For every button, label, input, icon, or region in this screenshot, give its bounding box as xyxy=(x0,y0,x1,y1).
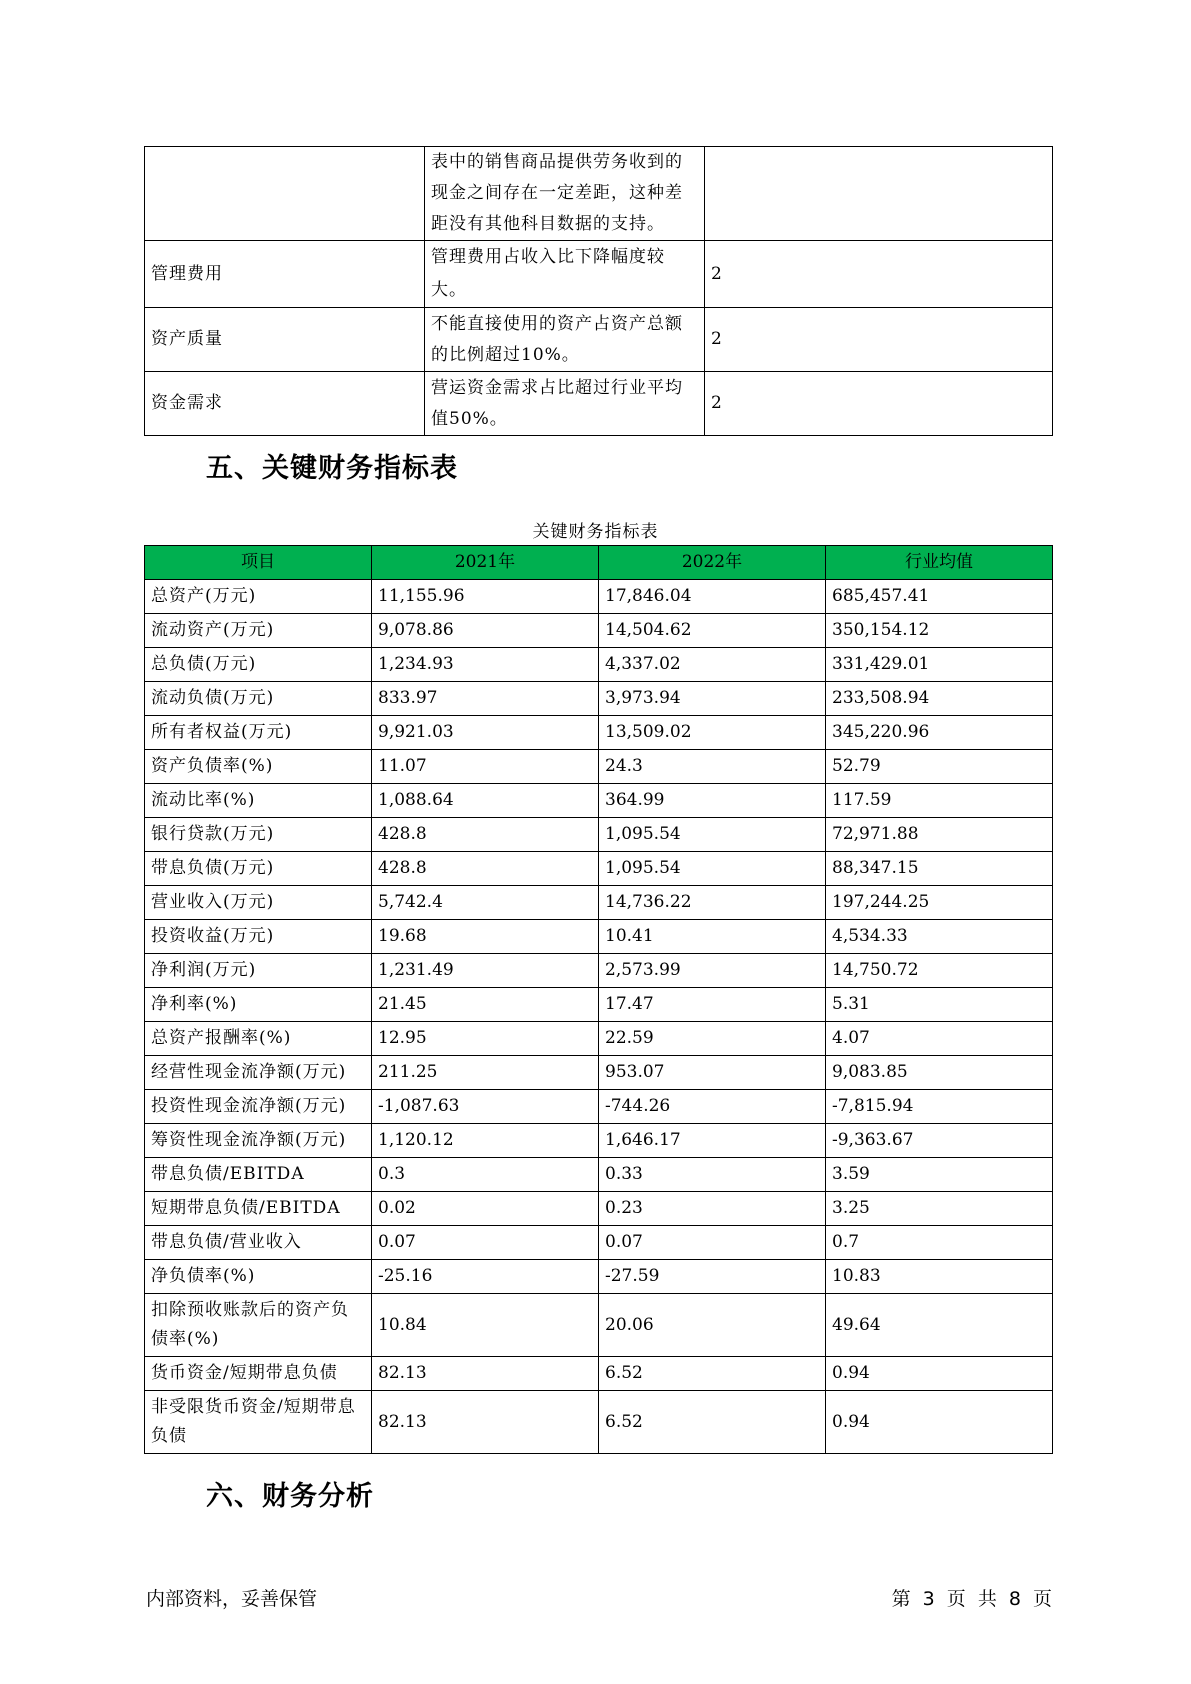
table-row xyxy=(145,1124,1053,1158)
metric-value: 14,736.22 xyxy=(599,886,826,920)
table-row xyxy=(145,614,1053,648)
metric-value: 953.07 xyxy=(599,1056,826,1090)
metric-label: 净负债率(%) xyxy=(145,1260,372,1294)
metric-value: 1,088.64 xyxy=(372,784,599,818)
kpi-table xyxy=(144,545,1053,1454)
metric-value: 52.79 xyxy=(826,750,1053,784)
row-desc: 表中的销售商品提供劳务收到的现金之间存在一定差距，这种差距没有其他科目数据的支持。 xyxy=(425,147,705,241)
metric-value: 1,120.12 xyxy=(372,1124,599,1158)
metric-value: 685,457.41 xyxy=(826,580,1053,614)
metric-label: 带息负债(万元) xyxy=(145,852,372,886)
table-row xyxy=(145,580,1053,614)
row-label: 资产质量 xyxy=(145,308,425,372)
metric-value: 345,220.96 xyxy=(826,716,1053,750)
table-row xyxy=(145,920,1053,954)
metric-value: 9,921.03 xyxy=(372,716,599,750)
table-row xyxy=(145,1391,1053,1454)
metric-value: 11.07 xyxy=(372,750,599,784)
table-row xyxy=(145,1260,1053,1294)
metric-value: 22.59 xyxy=(599,1022,826,1056)
row-desc: 管理费用占收入比下降幅度较大。 xyxy=(425,241,705,308)
row-score: 2 xyxy=(705,308,1053,372)
metric-value: 2,573.99 xyxy=(599,954,826,988)
metric-value: 350,154.12 xyxy=(826,614,1053,648)
table-row xyxy=(145,241,1053,308)
metric-label: 总负债(万元) xyxy=(145,648,372,682)
table-row xyxy=(145,716,1053,750)
metric-label: 所有者权益(万元) xyxy=(145,716,372,750)
metric-value: 3,973.94 xyxy=(599,682,826,716)
metric-value: 117.59 xyxy=(826,784,1053,818)
metric-label: 投资收益(万元) xyxy=(145,920,372,954)
table-row xyxy=(145,1090,1053,1124)
metric-label: 流动比率(%) xyxy=(145,784,372,818)
metric-value: 72,971.88 xyxy=(826,818,1053,852)
metric-value: -744.26 xyxy=(599,1090,826,1124)
metric-value: 17.47 xyxy=(599,988,826,1022)
metric-value: 1,095.54 xyxy=(599,818,826,852)
metric-value: 331,429.01 xyxy=(826,648,1053,682)
metric-value: 211.25 xyxy=(372,1056,599,1090)
column-header: 2021年 xyxy=(372,546,599,580)
metric-value: 0.07 xyxy=(372,1226,599,1260)
metric-label: 流动资产(万元) xyxy=(145,614,372,648)
metric-value: 233,508.94 xyxy=(826,682,1053,716)
metric-value: 20.06 xyxy=(599,1294,826,1357)
row-label: 管理费用 xyxy=(145,241,425,308)
metric-value: -1,087.63 xyxy=(372,1090,599,1124)
metric-value: 0.7 xyxy=(826,1226,1053,1260)
metric-label: 资产负债率(%) xyxy=(145,750,372,784)
metric-value: 10.83 xyxy=(826,1260,1053,1294)
metric-value: 0.23 xyxy=(599,1192,826,1226)
metric-label: 货币资金/短期带息负债 xyxy=(145,1357,372,1391)
metric-label: 净利润(万元) xyxy=(145,954,372,988)
metric-value: 3.59 xyxy=(826,1158,1053,1192)
row-desc: 营运资金需求占比超过行业平均值50%。 xyxy=(425,372,705,436)
metric-label: 带息负债/EBITDA xyxy=(145,1158,372,1192)
metric-value: 5.31 xyxy=(826,988,1053,1022)
table-row xyxy=(145,682,1053,716)
table-row xyxy=(145,750,1053,784)
metric-label: 银行贷款(万元) xyxy=(145,818,372,852)
metric-value: 10.41 xyxy=(599,920,826,954)
metric-value: 1,646.17 xyxy=(599,1124,826,1158)
metric-label: 净利率(%) xyxy=(145,988,372,1022)
metric-value: 0.94 xyxy=(826,1357,1053,1391)
metric-value: 88,347.15 xyxy=(826,852,1053,886)
metric-value: 13,509.02 xyxy=(599,716,826,750)
table-row xyxy=(145,954,1053,988)
metric-label: 扣除预收账款后的资产负债率(%) xyxy=(145,1294,372,1357)
metric-label: 带息负债/营业收入 xyxy=(145,1226,372,1260)
metric-label: 总资产(万元) xyxy=(145,580,372,614)
metric-value: 5,742.4 xyxy=(372,886,599,920)
metric-value: 0.33 xyxy=(599,1158,826,1192)
table-row xyxy=(145,1226,1053,1260)
metric-value: 82.13 xyxy=(372,1391,599,1454)
metric-label: 投资性现金流净额(万元) xyxy=(145,1090,372,1124)
metric-value: 4.07 xyxy=(826,1022,1053,1056)
column-header: 项目 xyxy=(145,546,372,580)
row-score xyxy=(705,147,1053,241)
metric-value: 0.07 xyxy=(599,1226,826,1260)
metric-value: 11,155.96 xyxy=(372,580,599,614)
metric-label: 营业收入(万元) xyxy=(145,886,372,920)
metric-value: 12.95 xyxy=(372,1022,599,1056)
metric-label: 筹资性现金流净额(万元) xyxy=(145,1124,372,1158)
risk-table xyxy=(144,146,1053,436)
metric-value: 4,534.33 xyxy=(826,920,1053,954)
table-row xyxy=(145,818,1053,852)
row-label xyxy=(145,147,425,241)
metric-value: 428.8 xyxy=(372,818,599,852)
metric-value: -9,363.67 xyxy=(826,1124,1053,1158)
row-score: 2 xyxy=(705,372,1053,436)
metric-value: 24.3 xyxy=(599,750,826,784)
footer-note: 内部资料，妥善保管 xyxy=(146,1588,318,1610)
metric-value: 6.52 xyxy=(599,1391,826,1454)
table-row xyxy=(145,1294,1053,1357)
metric-value: 14,750.72 xyxy=(826,954,1053,988)
metric-value: 833.97 xyxy=(372,682,599,716)
section-heading: 五、关键财务指标表 xyxy=(206,453,458,484)
metric-value: 1,231.49 xyxy=(372,954,599,988)
metric-value: 364.99 xyxy=(599,784,826,818)
column-header: 2022年 xyxy=(599,546,826,580)
table-row xyxy=(145,1022,1053,1056)
metric-label: 非受限货币资金/短期带息负债 xyxy=(145,1391,372,1454)
table-row xyxy=(145,886,1053,920)
table-row xyxy=(145,648,1053,682)
table-row xyxy=(145,1192,1053,1226)
metric-value: 6.52 xyxy=(599,1357,826,1391)
metric-value: 82.13 xyxy=(372,1357,599,1391)
metric-value: 0.02 xyxy=(372,1192,599,1226)
metric-value: 197,244.25 xyxy=(826,886,1053,920)
table-caption: 关键财务指标表 xyxy=(532,522,659,542)
metric-value: 14,504.62 xyxy=(599,614,826,648)
metric-value: 0.94 xyxy=(826,1391,1053,1454)
row-desc: 不能直接使用的资产占资产总额的比例超过10%。 xyxy=(425,308,705,372)
metric-label: 总资产报酬率(%) xyxy=(145,1022,372,1056)
table-row xyxy=(145,1357,1053,1391)
metric-value: 9,078.86 xyxy=(372,614,599,648)
table-row xyxy=(145,308,1053,372)
table-header-row xyxy=(145,546,1053,580)
metric-value: 21.45 xyxy=(372,988,599,1022)
table-row xyxy=(145,988,1053,1022)
metric-label: 短期带息负债/EBITDA xyxy=(145,1192,372,1226)
metric-value: 49.64 xyxy=(826,1294,1053,1357)
metric-label: 经营性现金流净额(万元) xyxy=(145,1056,372,1090)
metric-value: 3.25 xyxy=(826,1192,1053,1226)
metric-value: 17,846.04 xyxy=(599,580,826,614)
metric-value: 1,095.54 xyxy=(599,852,826,886)
table-row xyxy=(145,147,1053,241)
metric-value: -27.59 xyxy=(599,1260,826,1294)
table-row xyxy=(145,1158,1053,1192)
table-row xyxy=(145,852,1053,886)
table-row xyxy=(145,372,1053,436)
metric-value: 0.3 xyxy=(372,1158,599,1192)
table-row xyxy=(145,1056,1053,1090)
metric-value: 19.68 xyxy=(372,920,599,954)
column-header: 行业均值 xyxy=(826,546,1053,580)
metric-value: 428.8 xyxy=(372,852,599,886)
metric-value: 9,083.85 xyxy=(826,1056,1053,1090)
metric-value: 1,234.93 xyxy=(372,648,599,682)
table-row xyxy=(145,784,1053,818)
row-label: 资金需求 xyxy=(145,372,425,436)
metric-value: -25.16 xyxy=(372,1260,599,1294)
section-heading: 六、财务分析 xyxy=(206,1481,374,1512)
metric-label: 流动负债(万元) xyxy=(145,682,372,716)
metric-value: 10.84 xyxy=(372,1294,599,1357)
page-number: 第 3 页 共 8 页 xyxy=(891,1588,1052,1610)
metric-value: 4,337.02 xyxy=(599,648,826,682)
metric-value: -7,815.94 xyxy=(826,1090,1053,1124)
row-score: 2 xyxy=(705,241,1053,308)
